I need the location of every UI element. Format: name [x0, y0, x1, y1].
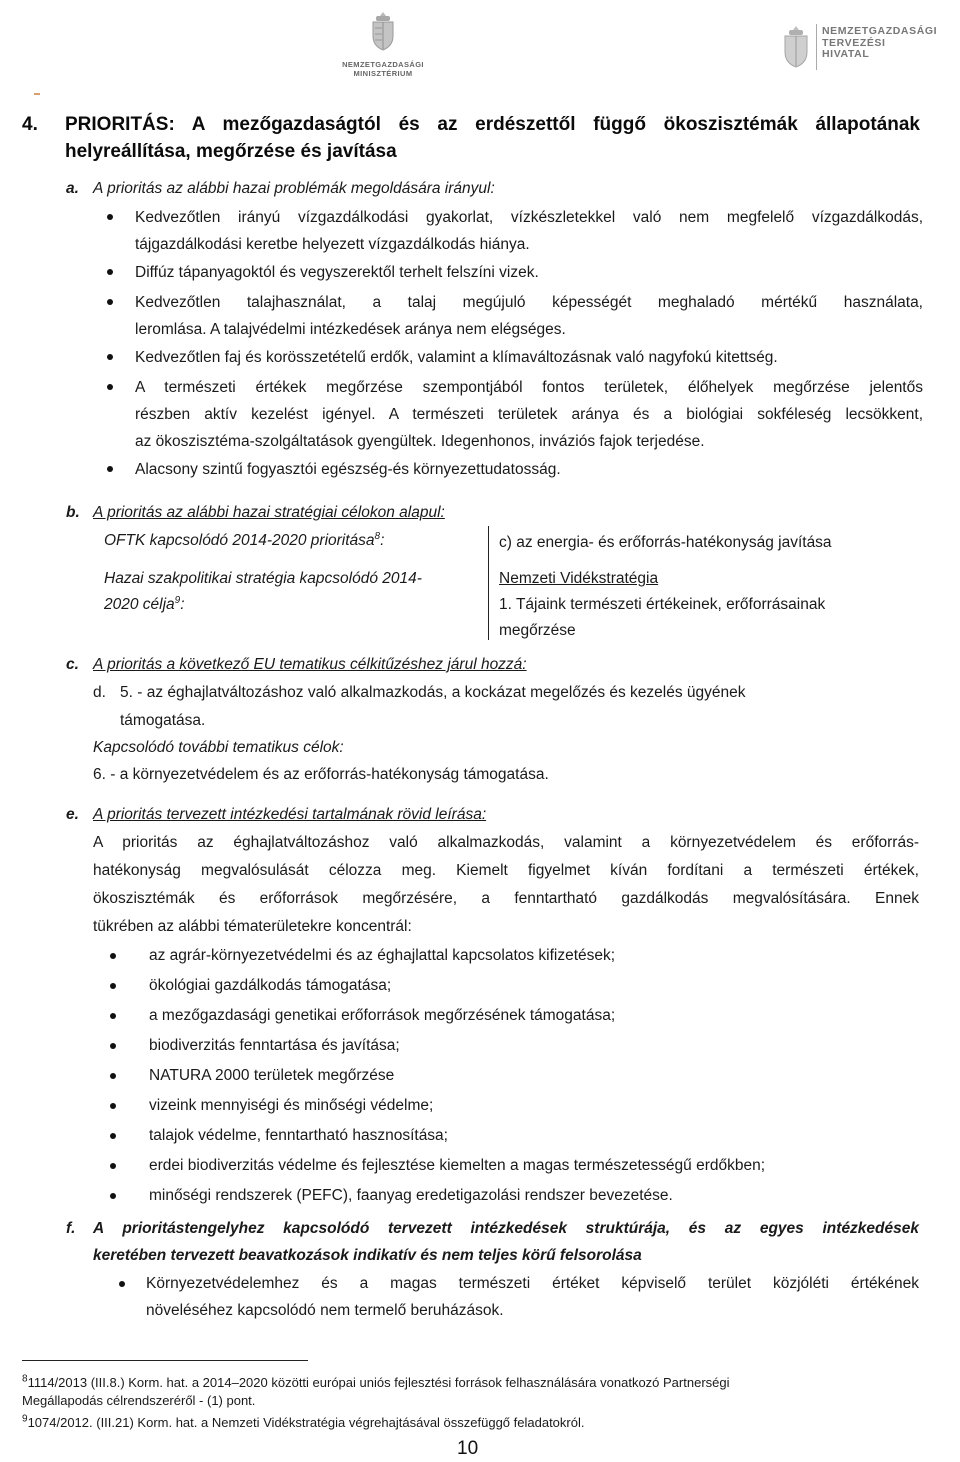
part-a-line-1: Kedvezőtlen irányú vízgazdálkodási gyakorlat, vízkészletekkel való nem megfelelő vízgazdálkodás,: [135, 209, 923, 226]
bullet-icon: [110, 1193, 116, 1199]
part-c-line1-text: 5. - az éghajlatváltozáshoz való alkalmazkodás, a kockázat megelőzés és kezelés ügyének: [120, 684, 746, 701]
table-column-divider: [488, 526, 489, 640]
part-a-line-2: tájgazdálkodási keretbe helyezett vízgazdálkodás hiánya.: [135, 236, 530, 253]
planning-office-line1: NEMZETGAZDASÁGI: [822, 25, 938, 37]
part-e-para-line1: A prioritás az éghajlatváltozáshoz való alkalmazkodás, valamint a környezetvédelem és erőforrás-: [93, 834, 919, 851]
part-f-item-line1: Környezetvédelemhez és a magas természeti értéket képviselő terület közjóléti értékének: [146, 1275, 919, 1292]
part-b-heading-text: A prioritás az alábbi hazai stratégiai célokon alapul:: [93, 504, 445, 521]
hazai-goal-line2: megőrzése: [499, 622, 576, 639]
part-e-para-line4: tükrében az alábbi tématerületekre koncentrál:: [93, 918, 412, 935]
footnote-9: [22, 1414, 932, 1431]
part-e-item-2: ökológiai gazdálkodás támogatása;: [149, 977, 392, 994]
oftk-value: c) az energia- és erőforrás-hatékonyság javítása: [499, 534, 832, 551]
footnote-8: [22, 1374, 932, 1391]
hazai-footnote-ref: 9: [174, 594, 181, 606]
bullet-icon: [110, 953, 116, 959]
header-mark: [34, 93, 40, 95]
part-b-heading: [66, 500, 926, 525]
part-e-letter: e.: [66, 806, 79, 823]
part-e-heading-text: A prioritás tervezett intézkedési tartalmának rövid leírása:: [93, 806, 487, 823]
part-f-heading-line1: A prioritástengelyhez kapcsolódó tervezett intézkedések struktúrája, és az egyes intézkedések: [93, 1220, 919, 1237]
footnote-9-number: 9: [22, 1413, 28, 1425]
hungarian-crest-icon: [782, 24, 810, 70]
page-number: 10: [457, 1438, 479, 1459]
part-b-letter: b.: [66, 504, 80, 521]
part-f-heading: [66, 1216, 926, 1241]
part-a-line-6: Kedvezőtlen faj és korösszetételű erdők, valamint a klímaváltozásnak való nagyfokú kitettség.: [135, 349, 778, 366]
part-a-line-4: Kedvezőtlen talajhasználat, a talaj megújuló képességét meghaladó mértékű használata,: [135, 294, 923, 311]
part-a-heading-text: A prioritás az alábbi hazai problémák megoldására irányul:: [93, 180, 495, 197]
part-c-line2: támogatása.: [120, 712, 206, 729]
footnote-8-line2: Megállapodás célrendszeréről - (1) pont.: [22, 1393, 256, 1408]
section-title-line1: PRIORITÁS: A mezőgazdaságtól és az erdészettől függő ökoszisztémák állapotának: [65, 114, 920, 135]
oftk-colon: :: [380, 532, 385, 549]
part-a-letter: a.: [66, 180, 79, 197]
bullet-icon: [110, 1073, 116, 1079]
bullet-icon: [110, 1133, 116, 1139]
oftk-footnote-ref: 8: [374, 530, 381, 542]
hazai-strategy-name: Nemzeti Vidékstratégia: [499, 570, 659, 587]
part-e-item-1: az agrár-környezetvédelmi és az éghajlattal kapcsolatos kifizetések;: [149, 947, 616, 964]
section-number: 4.: [22, 114, 38, 135]
part-e-item-7: talajok védelme, fenntartható hasznosítása;: [149, 1127, 448, 1144]
hazai-label-line2: [104, 592, 185, 617]
footnote-separator: [22, 1360, 308, 1361]
part-e-item-8: erdei biodiverzitás védelme és fejlesztése kiemelten a magas természetességű erdőkben;: [149, 1157, 766, 1174]
part-e-item-4: biodiverzitás fenntartása és javítása;: [149, 1037, 400, 1054]
part-f-letter: f.: [66, 1220, 76, 1237]
planning-office-logo: [782, 18, 942, 80]
part-a-line-3: Diffúz tápanyagoktól és vegyszerektől terhelt felszíni vizek.: [135, 264, 539, 281]
part-e-para-line3: ökoszisztémák és erőforrások megőrzésére, a fenntartható gazdálkodás megvalósítására. Ennek: [93, 890, 919, 907]
part-e-item-5: NATURA 2000 területek megőrzése: [149, 1067, 395, 1084]
part-a-heading: [66, 176, 926, 201]
bullet-icon: [110, 1013, 116, 1019]
footnote-9-text: 1074/2012. (III.21) Korm. hat. a Nemzeti Vidékstratégia végrehajtásával összefüggő feladatokról.: [27, 1415, 585, 1430]
bullet-icon: [107, 466, 113, 472]
hungarian-crest-icon: [367, 10, 399, 54]
bullet-icon: [110, 1163, 116, 1169]
hazai-label-line2-text: 2020 célja: [104, 596, 175, 613]
part-e-item-3: a mezőgazdasági genetikai erőforrások megőrzésének támogatása;: [149, 1007, 616, 1024]
planning-office-line2: TERVEZÉSI: [822, 36, 886, 49]
bullet-icon: [110, 983, 116, 989]
oftk-label-text: OFTK kapcsolódó 2014-2020 prioritása: [104, 532, 375, 549]
hazai-label-line1: Hazai szakpolitikai stratégia kapcsolódó 2014-: [104, 570, 422, 587]
logo-divider: [816, 24, 817, 70]
part-f-heading-line2: keretében tervezett beavatkozások indikatív és nem teljes körű felsorolása: [93, 1247, 642, 1264]
bullet-icon: [107, 214, 113, 220]
oftk-label: [104, 528, 384, 553]
part-e-item-6: vizeink mennyiségi és minőségi védelme;: [149, 1097, 434, 1114]
part-c-related-value: 6. - a környezetvédelem és az erőforrás-hatékonyság támogatása.: [93, 766, 549, 783]
bullet-icon: [119, 1281, 125, 1287]
ministry-logo-line1: NEMZETGAZDASÁGI: [342, 60, 424, 69]
planning-office-line3: HIVATAL: [822, 48, 870, 60]
bullet-icon: [107, 354, 113, 360]
bullet-icon: [107, 269, 113, 275]
part-c-letter: c.: [66, 656, 79, 673]
footnote-8-number: 8: [22, 1373, 28, 1385]
part-c-heading: [66, 652, 926, 677]
ministry-logo: [333, 10, 433, 84]
bullet-icon: [107, 384, 113, 390]
bullet-icon: [110, 1043, 116, 1049]
part-a-line-7: A természeti értékek megőrzése szempontjából fontos területek, élőhelyek megőrzése jelentős: [135, 379, 923, 396]
part-a-line-10: Alacsony szintű fogyasztói egészség-és környezettudatosság.: [135, 461, 561, 478]
part-a-line-5: leromlása. A talajvédelmi intézkedések aránya nem elégséges.: [135, 321, 566, 338]
section-title-line2: helyreállítása, megőrzése és javítása: [65, 141, 397, 162]
part-c-line1-prefix: d.: [93, 684, 106, 701]
part-c-line1: [93, 680, 933, 705]
part-a-line-9: az ökoszisztéma-szolgáltatások gyengültek. Idegenhonos, inváziós fajok terjedése.: [135, 433, 705, 450]
hazai-goal-line1: 1. Tájaink természeti értékeinek, erőforrásainak: [499, 596, 826, 613]
footnote-8-text: 1114/2013 (III.8.) Korm. hat. a 2014–2020 közötti európai uniós fejlesztési források felhasználására vonatkozó Partnerségi: [27, 1375, 730, 1390]
part-c-heading-text: A prioritás a következő EU tematikus célkitűzéshez járul hozzá:: [93, 656, 527, 673]
ministry-logo-line2: MINISZTÉRIUM: [353, 69, 413, 78]
part-e-para-line2: hatékonyság megvalósulását célozza meg. Kiemelt figyelmet kíván fordítani a természeti értékek,: [93, 862, 919, 879]
section-title: [22, 111, 922, 165]
bullet-icon: [107, 299, 113, 305]
part-e-heading: [66, 802, 926, 827]
part-a-line-8: részben aktív kezelést igényel. A természeti területek aránya és a biológiai sokféleség lecsökkent,: [135, 406, 923, 423]
hazai-colon: :: [180, 596, 185, 613]
part-c-related-label: Kapcsolódó további tematikus célok:: [93, 739, 344, 756]
bullet-icon: [110, 1103, 116, 1109]
part-f-item-line2: növeléséhez kapcsolódó nem termelő beruházások.: [146, 1302, 504, 1319]
part-e-item-9: minőségi rendszerek (PEFC), faanyag eredetigazolási rendszer bevezetése.: [149, 1187, 673, 1204]
